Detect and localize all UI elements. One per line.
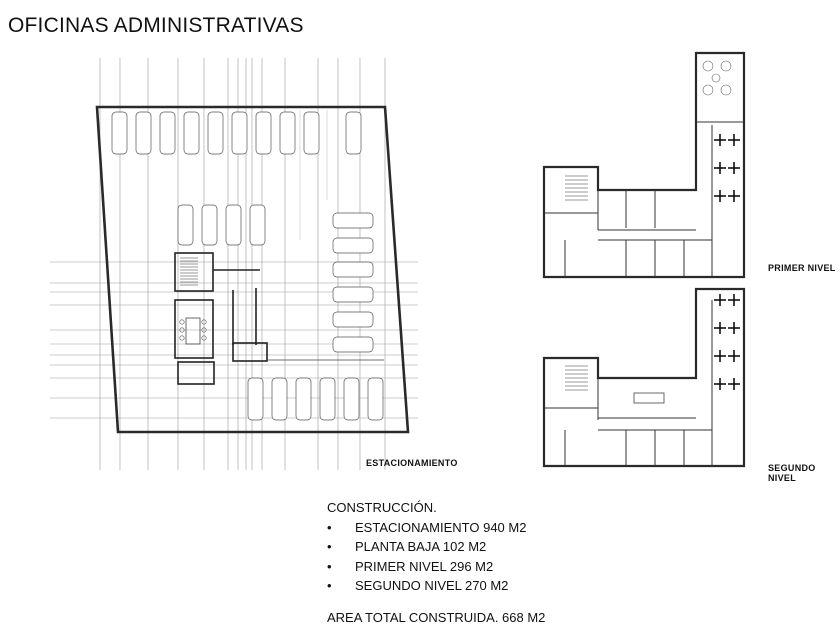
parking-car bbox=[208, 112, 223, 154]
parking-car bbox=[344, 378, 359, 420]
parking-car bbox=[304, 112, 319, 154]
parking-car bbox=[280, 112, 295, 154]
parking-car bbox=[333, 262, 373, 277]
parking-car bbox=[368, 378, 383, 420]
label-estacionamiento: ESTACIONAMIENTO bbox=[366, 458, 458, 468]
parking-car bbox=[320, 378, 335, 420]
construction-heading: CONSTRUCCIÓN. bbox=[327, 500, 437, 515]
parking-car bbox=[160, 112, 175, 154]
parking-car bbox=[333, 287, 373, 302]
parking-car bbox=[136, 112, 151, 154]
parking-car bbox=[333, 238, 373, 253]
core-rooms bbox=[175, 253, 267, 384]
construction-item-estacionamiento: • ESTACIONAMIENTO 940 M2 bbox=[327, 518, 526, 538]
parking-car bbox=[250, 205, 265, 245]
construction-list bbox=[327, 518, 526, 596]
parking-car bbox=[333, 312, 373, 327]
page-title: OFICINAS ADMINISTRATIVAS bbox=[8, 14, 304, 37]
construction-summary bbox=[327, 498, 526, 596]
label-primer-nivel: PRIMER NIVEL bbox=[768, 263, 836, 273]
parking-car bbox=[346, 112, 361, 154]
parking-car bbox=[296, 378, 311, 420]
construction-item-primer-nivel: • PRIMER NIVEL 296 M2 bbox=[327, 557, 526, 577]
parking-car bbox=[256, 112, 271, 154]
parking-car bbox=[184, 112, 199, 154]
parking-car bbox=[333, 337, 373, 352]
parking-car bbox=[248, 378, 263, 420]
parking-car bbox=[226, 205, 241, 245]
area-total: AREA TOTAL CONSTRUIDA. 668 M2 bbox=[327, 610, 546, 625]
parking-floor-plan bbox=[50, 58, 418, 470]
parking-car bbox=[112, 112, 127, 154]
parking-car bbox=[178, 205, 193, 245]
segundo-nivel-plan bbox=[544, 289, 744, 466]
label-segundo-nivel: SEGUNDO NIVEL bbox=[768, 463, 816, 483]
parking-car bbox=[232, 112, 247, 154]
construction-item-segundo-nivel: • SEGUNDO NIVEL 270 M2 bbox=[327, 576, 526, 596]
primer-nivel-plan bbox=[544, 53, 744, 277]
parking-car bbox=[202, 205, 217, 245]
parking-car bbox=[272, 378, 287, 420]
parking-car bbox=[333, 213, 373, 228]
construction-item-planta-baja: • PLANTA BAJA 102 M2 bbox=[327, 537, 526, 557]
